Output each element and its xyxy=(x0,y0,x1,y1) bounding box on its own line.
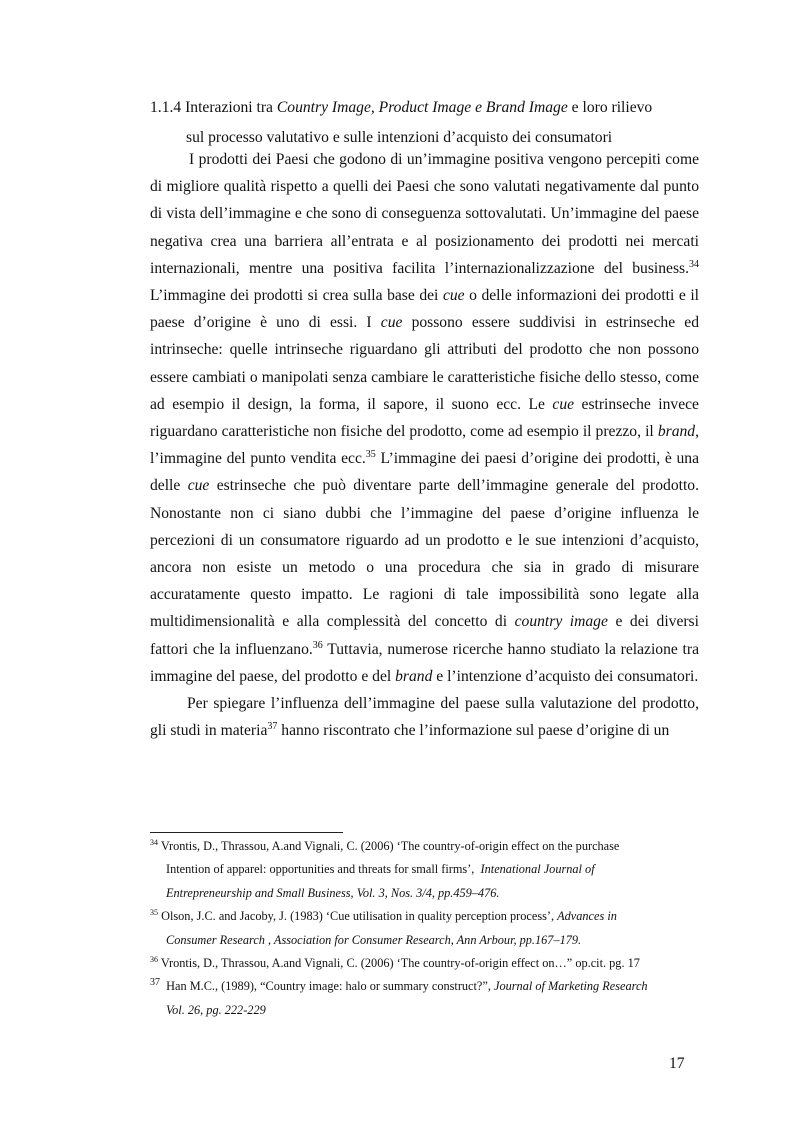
paragraph-1 xyxy=(150,146,699,690)
footnote-number: 37 xyxy=(150,977,160,989)
footnote-35 xyxy=(150,905,710,952)
footnote-34 xyxy=(150,835,710,905)
footnote-italic: Advances in xyxy=(557,909,617,924)
footnote-continuation xyxy=(150,929,710,952)
text-run: possono essere suddivisi in estrinseche ed intrinseche: quelle intrinseche riguardano gli attributi del prodotto che non possono essere cambiati o manipolati senza cambiare le caratteristiche fisiche dello stesso, come ad esempio il design, la forma, il sapore, il suono ecc. Le xyxy=(150,314,699,413)
text-run: estrinseche invece riguardano caratteristiche non fisiche del prodotto, come ad esempio il prezzo, il xyxy=(150,395,699,441)
italic-term: cue xyxy=(442,287,465,305)
text-run: Tuttavia, numerose ricerche hanno studiato la relazione tra immagine del paese, del prodotto e del xyxy=(150,640,699,685)
text-run: I prodotti dei Paesi che godono di un’immagine positiva vengono percepiti come di migliore qualità rispetto a quelli dei Paesi che sono valutati negativamente dal punto di vista dell’immagine e che sono di conseguenza sottovalutati. Un’immagine del paese negativa crea una barriera all’entrata e al posizionamento dei prodotti nei mercati internazionali, mentre una positiva facilita l’internazionalizzazione del business. xyxy=(150,151,699,277)
text-run: Per spiegare l’influenza dell’immagine del paese sulla valutazione del prodotto, gli studi in materia xyxy=(150,695,699,740)
text-run: L’immagine dei paesi d’origine dei prodotti, è una delle xyxy=(150,450,699,495)
footnote-36 xyxy=(150,952,710,975)
italic-term: cue xyxy=(552,395,575,413)
footnote-continuation xyxy=(150,882,710,905)
footnote-text: Intention of apparel: opportunities and threats for small firms’, xyxy=(166,862,475,877)
footnote-number: 34 xyxy=(150,838,158,847)
heading-text-end: e loro rilievo xyxy=(571,99,653,116)
footnote-italic: Intenational Journal of xyxy=(480,862,595,877)
footnote-ref-34: 34 xyxy=(689,258,699,270)
italic-term: cue xyxy=(380,314,403,332)
italic-term: brand xyxy=(657,423,696,441)
text-run: , l’immagine del punto vendita ecc. xyxy=(150,423,699,468)
section-number: 1.1.4 xyxy=(150,99,182,116)
footnote-37 xyxy=(150,975,710,1022)
text-run: e l’intenzione d’acquisto dei consumatori. xyxy=(436,667,699,685)
text-run: e dei diversi fattori che la influenzano. xyxy=(150,613,699,658)
footnote-number: 36 xyxy=(150,955,158,965)
footnote-text: Han M.C., (1989), “Country image: halo or summary construct?”, xyxy=(166,979,491,994)
page-number: 17 xyxy=(669,1055,685,1072)
footnote-number: 35 xyxy=(150,908,158,918)
footnote-ref-35: 35 xyxy=(365,449,376,461)
footnote-continuation xyxy=(150,858,710,881)
body-text xyxy=(150,146,699,744)
footnote-separator xyxy=(150,832,343,833)
footnote-continuation xyxy=(150,999,710,1022)
heading-line-2: sul processo valutativo e sulle intenzioni d’acquisto dei consumatori xyxy=(186,129,613,146)
italic-term: brand xyxy=(395,667,433,685)
footnote-ref-37: 37 xyxy=(267,721,278,733)
footnote-text: Vrontis, D., Thrassou, A.and Vignali, C. (2006) ‘The country-of-origin effect on…” op.cit. pg. 17 xyxy=(160,956,640,971)
footnote-italic: Vol. 26, pg. 222-229 xyxy=(166,1002,266,1017)
footnotes xyxy=(150,835,710,1022)
text-run: L’immagine dei prodotti si crea sulla base dei xyxy=(150,287,439,305)
italic-term: country image xyxy=(514,613,608,631)
section-heading xyxy=(150,93,710,153)
italic-term: cue xyxy=(187,477,210,495)
paragraph-2 xyxy=(150,690,699,744)
text-run: hanno riscontrato che l’informazione sul paese d’origine di un xyxy=(281,722,670,740)
footnote-italic: Consumer Research , Association for Consumer Research, Ann Arbour, pp.167–179. xyxy=(166,932,582,947)
heading-text: Interazioni tra xyxy=(185,99,273,116)
text-run: o delle informazioni dei prodotti e il paese d’origine è uno di essi. I xyxy=(150,287,699,332)
footnote-text: Olson, J.C. and Jacoby, J. (1983) ‘Cue utilisation in quality perception process’, xyxy=(161,909,555,924)
heading-italic-terms: Country Image, Product Image e Brand Image xyxy=(276,99,568,116)
footnote-text: Vrontis, D., Thrassou, A.and Vignali, C. (2006) ‘The country-of-origin effect on the purchase xyxy=(160,839,620,853)
footnote-italic: Journal of Marketing Research xyxy=(494,979,648,994)
footnote-ref-36: 36 xyxy=(312,639,323,651)
text-run: estrinseche che può diventare parte dell’immagine generale del prodotto. Nonostante non ci siano dubbi che l’immagine del paese d’origine influenza le percezioni di un consumatore riguardo ad un prodotto e le sue intenzioni d’acquisto, ancora non esiste un metodo o una procedura che sia in grado di misurare accuratamente questo impatto. Le ragioni di tale impossibilità sono legate alla multidimensionalità e alla complessità del concetto di xyxy=(150,477,699,631)
footnote-italic: Entrepreneurship and Small Business, Vol. 3, Nos. 3/4, pp.459–476. xyxy=(166,885,500,900)
